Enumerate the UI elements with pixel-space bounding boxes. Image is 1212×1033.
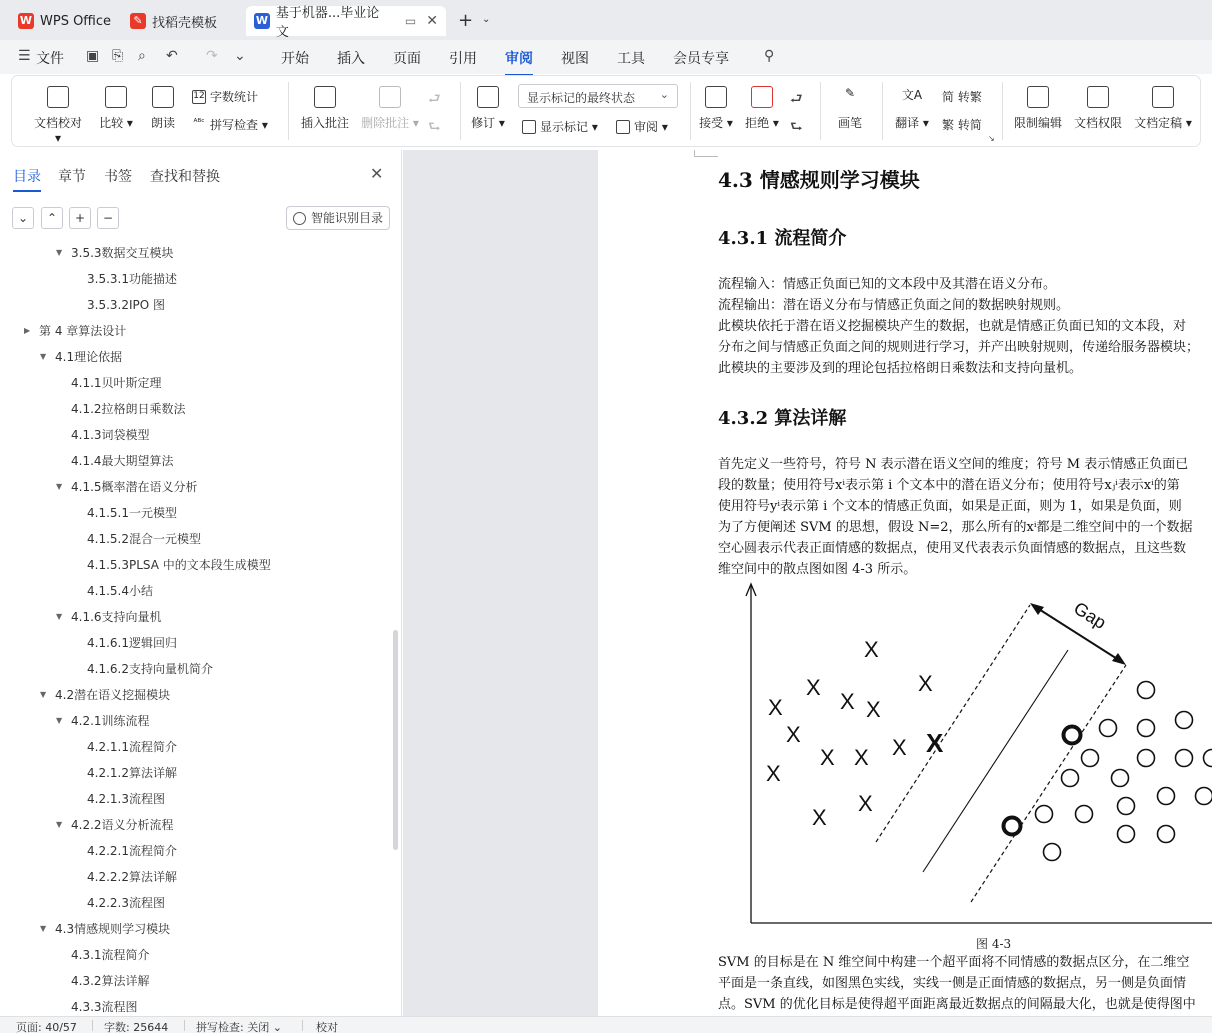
proofread-status[interactable]: 校对 (316, 1021, 338, 1033)
menu-page[interactable]: 页面 (393, 51, 421, 67)
cross-point: X (892, 735, 907, 760)
track-changes-icon (477, 86, 499, 108)
circle-point (1138, 720, 1155, 737)
read-aloud-button[interactable] (148, 86, 178, 131)
circle-point (1076, 806, 1093, 823)
next-change-icon[interactable]: ⮑ (790, 119, 803, 135)
circle-point (1158, 788, 1175, 805)
next-comment-icon[interactable]: ⮑ (428, 119, 441, 135)
delete-comment-button[interactable]: 删除批注 ▾ (360, 86, 420, 131)
doc-check-button[interactable]: 文档校对 ▾ (30, 86, 86, 145)
smart-toc-button[interactable] (286, 206, 390, 230)
redo-icon[interactable]: ↷ (206, 48, 218, 64)
text-line: 流程输入：情感正负面已知的文本段中及其潜在语义分布。 (718, 277, 1057, 292)
toc-item-label: 4.2.2语义分析流程 (71, 818, 174, 832)
toc-item[interactable] (56, 370, 162, 396)
new-tab-icon[interactable]: + (458, 10, 474, 31)
toc-item-label: 4.2.1.1流程简介 (87, 740, 177, 754)
spell-check-button[interactable]: ᴬᴮᶜ 拼写检查 ▾ (193, 117, 268, 132)
toc-item[interactable] (56, 448, 174, 474)
device-icon[interactable]: ▭ (404, 14, 417, 28)
toc-item[interactable] (56, 422, 150, 448)
text-line: 使用符号yⁱ表示第 i 个文本的情感正负面，如果是正面，则为 1，如果是负面，则 (718, 499, 1182, 514)
title-tab-bar (0, 0, 1212, 40)
status-divider (92, 1020, 93, 1031)
cross-point: X (812, 805, 827, 830)
toc-item-label: 4.2.1.3流程图 (87, 792, 165, 806)
menu-review[interactable]: 审阅 (505, 48, 533, 68)
toc-item[interactable] (40, 682, 170, 708)
document-page[interactable] (598, 150, 1212, 1016)
compare-button[interactable]: 比较 ▾ (96, 86, 136, 131)
print-preview-icon[interactable]: ⌕ (138, 48, 146, 64)
expanded-caret-icon[interactable]: ▼ (40, 690, 47, 699)
hamburger-icon[interactable]: ☰ (18, 48, 31, 64)
doc-permission-button[interactable] (1072, 86, 1124, 131)
template-logo-icon: ✎ (130, 13, 146, 29)
cross-point: X (766, 761, 781, 786)
toc-item[interactable] (56, 474, 198, 500)
tab-bookmarks[interactable]: 书签 (104, 169, 132, 185)
circle-point (1176, 750, 1193, 767)
compare-icon (105, 86, 127, 108)
section-heading: 4.3 情感规则学习模块 (718, 168, 920, 192)
spell-check-status[interactable]: 拼写检查: 关闭 ⌄ (196, 1021, 282, 1033)
toc-item[interactable] (56, 604, 162, 630)
toc-item-label: 4.2.2.2算法详解 (87, 870, 177, 884)
toc-item-label: 4.2.1.2算法详解 (87, 766, 177, 780)
finalize-doc-icon (1152, 86, 1174, 108)
ribbon-divider (820, 82, 821, 140)
toc-item-label: 4.3.3流程图 (71, 1000, 138, 1014)
circle-point (1118, 826, 1135, 843)
text-line: SVM 的目标是在 N 维空间中构建一个超平面将不同情感的数据点区分，在二维空 (718, 955, 1190, 970)
toc-item-label: 4.1.4最大期望算法 (71, 454, 174, 468)
tab-templates[interactable] (122, 6, 225, 36)
subsection-heading-432: 4.3.2 算法详解 (718, 408, 847, 429)
toc-item[interactable] (56, 240, 174, 266)
translate-button[interactable]: 文A 翻译 ▾ (895, 88, 929, 130)
read-aloud-icon (152, 86, 174, 108)
menu-member[interactable]: 会员专享 (673, 51, 729, 67)
menu-reference[interactable]: 引用 (449, 51, 477, 67)
show-marks-icon (522, 120, 536, 134)
to-simplified-button[interactable] (942, 116, 982, 133)
menu-view[interactable]: 视图 (561, 51, 589, 67)
reject-icon (751, 86, 773, 108)
doc-permission-label: 文档权限 (1073, 116, 1122, 130)
reject-button[interactable]: 拒绝 ▾ (744, 86, 780, 131)
delete-comment-icon (379, 86, 401, 108)
smart-icon (293, 212, 306, 225)
pen-button[interactable] (834, 86, 866, 131)
toc-item[interactable] (72, 864, 177, 890)
toc-item[interactable] (72, 292, 165, 318)
review-ribbon (12, 76, 1200, 146)
tab-toc[interactable]: 目录 (13, 166, 41, 186)
paragraph-432 (718, 454, 1193, 580)
toc-item[interactable] (72, 786, 165, 812)
search-icon[interactable]: ⚲ (764, 48, 775, 64)
toc-item-label: 4.3情感规则学习模块 (55, 922, 171, 936)
cross-point: X (806, 675, 821, 700)
to-traditional-label: 简 转繁 (942, 90, 982, 104)
save-icon[interactable]: ▣ (86, 48, 100, 64)
toc-item[interactable] (56, 942, 150, 968)
to-simplified-label: 繁 转简 (942, 118, 982, 132)
text-line: 分布之间与情感正负面之间的规则进行学习，并产出映射规则，传递给服务器模块； (718, 340, 1200, 355)
text-line: 空心圆表示代表正面情感的数据点，使用叉代表表示负面情感的数据点，且这些数 (718, 541, 1187, 556)
word-count-icon: 12 (192, 90, 206, 104)
toc-item-label: 4.2.2.1流程简介 (87, 844, 177, 858)
delete-comment-label: 删除批注 (361, 116, 410, 130)
pen-icon: ✎ (844, 86, 856, 100)
menu-home[interactable]: 开始 (281, 51, 309, 67)
toc-item[interactable] (56, 708, 150, 734)
word-count-status[interactable]: 字数: 25644 (104, 1021, 169, 1033)
to-traditional-button[interactable] (942, 88, 982, 105)
review-pane-button[interactable]: 审阅 ▾ (616, 118, 668, 135)
tab-document[interactable] (246, 6, 446, 40)
text-line: 为了方便阐述 SVM 的思想，假设 N=2，那么所有的xⁱ都是二维空间中的一个数据 (718, 520, 1193, 535)
expanded-caret-icon[interactable]: ▼ (56, 248, 63, 257)
text-line: 首先定义一些符号，符号 N 表示潜在语义空间的维度；符号 M 表示情感正负面已 (718, 457, 1189, 472)
prev-comment-icon[interactable]: ⮐ (428, 91, 441, 107)
figure-caption: 图 4-3 (976, 937, 1012, 951)
circle-point (1176, 712, 1193, 729)
track-changes-button[interactable]: 修订 ▾ (470, 86, 506, 131)
support-vector-circle (1064, 727, 1081, 744)
ribbon-divider (1002, 82, 1003, 140)
menu-bar (0, 40, 1212, 74)
cross-point: X (918, 671, 933, 696)
circle-point (1138, 682, 1155, 699)
toc-item[interactable] (72, 552, 271, 578)
hyperplane-line (923, 650, 1068, 872)
expanded-caret-icon[interactable]: ▼ (40, 924, 47, 933)
ribbon-divider (288, 82, 289, 140)
doc-finalize-button[interactable]: 文档定稿 ▾ (1132, 86, 1194, 131)
toc-item[interactable] (72, 838, 177, 864)
toc-item-label: 4.1理论依据 (55, 350, 123, 364)
toc-item-label: 4.3.1流程简介 (71, 948, 150, 962)
prev-change-icon[interactable]: ⮐ (790, 91, 803, 107)
chevron-down-icon[interactable]: ⌄ (234, 48, 246, 64)
navigation-panel (0, 150, 402, 1016)
toc-item-label: 4.2潜在语义挖掘模块 (55, 688, 171, 702)
cross-point: X (768, 695, 783, 720)
reject-label: 拒绝 (745, 116, 770, 130)
permission-doc-icon (1087, 86, 1109, 108)
track-changes-label: 修订 (471, 116, 496, 130)
status-divider (184, 1020, 185, 1031)
status-divider (302, 1020, 303, 1031)
markup-display-select[interactable] (518, 84, 678, 108)
circle-point (1044, 844, 1061, 861)
doc-check-label: 文档校对 (33, 116, 82, 130)
toc-item-label: 3.5.3.1功能描述 (87, 272, 177, 286)
insert-comment-button[interactable] (300, 86, 350, 131)
tab-label: 找稻壳模板 (152, 15, 218, 31)
circle-point (1138, 750, 1155, 767)
toc-item[interactable] (72, 656, 213, 682)
expanded-caret-icon[interactable]: ▼ (56, 820, 63, 829)
toc-item[interactable] (72, 760, 177, 786)
cross-point: X (840, 689, 855, 714)
toc-item-label: 4.1.6支持向量机 (71, 610, 162, 624)
support-vector-circle (1004, 818, 1021, 835)
insert-comment-label: 插入批注 (300, 116, 349, 130)
toc-item[interactable] (56, 968, 150, 994)
accept-label: 接受 (699, 116, 724, 130)
cross-point: X (786, 722, 801, 747)
cross-point: X (864, 637, 879, 662)
circle-point (1036, 806, 1053, 823)
tab-label: WPS Office (40, 13, 112, 29)
doc-check-icon (47, 86, 69, 108)
toc-item-label: 4.2.1训练流程 (71, 714, 150, 728)
accept-icon (705, 86, 727, 108)
gap-arrowhead-end (1112, 653, 1126, 665)
add-heading-icon[interactable]: + (69, 207, 91, 229)
expanded-caret-icon[interactable]: ▼ (40, 352, 47, 361)
ribbon-divider (882, 82, 883, 140)
toc-item-label: 4.1.5.2混合一元模型 (87, 532, 201, 546)
toc-item-label: 第 4 章算法设计 (39, 324, 127, 338)
cross-point: X (854, 745, 869, 770)
text-line: 流程输出：潜在语义分布与情感正负面之间的数据映射规则。 (718, 298, 1070, 313)
review-pane-label: 审阅 (634, 120, 659, 134)
cross-point: X (858, 791, 873, 816)
toc-item-label: 4.1.5概率潜在语义分析 (71, 480, 198, 494)
circle-point (1204, 750, 1212, 767)
toc-item[interactable] (72, 526, 201, 552)
comment-icon (314, 86, 336, 108)
toc-item[interactable] (72, 734, 177, 760)
accept-button[interactable]: 接受 ▾ (698, 86, 734, 131)
text-line: 点。SVM 的优化目标是使得超平面距离最近数据点的间隔最大化，也就是使得图中 (718, 997, 1196, 1012)
toc-item-label: 3.5.3.2IPO 图 (87, 298, 166, 312)
toc-item[interactable] (72, 500, 177, 526)
toc-item-label: 4.2.2.3流程图 (87, 896, 165, 910)
gap-arrowhead-start (1030, 603, 1044, 615)
toc-item[interactable] (40, 344, 122, 370)
compare-label: 比较 (99, 116, 124, 130)
toc-item-label: 4.1.2拉格朗日乘数法 (71, 402, 186, 416)
paragraph-after-figure (718, 952, 1196, 1015)
toc-item-label: 4.1.6.2支持向量机简介 (87, 662, 213, 676)
toc-item[interactable] (72, 630, 177, 656)
circle-point (1082, 750, 1099, 767)
pen-label: 画笔 (837, 116, 862, 130)
spell-check-label: 拼写检查 (210, 118, 259, 132)
toc-item-label: 4.1.5.3PLSA 中的文本段生成模型 (87, 558, 271, 572)
svm-figure (738, 580, 1212, 928)
translate-label: 翻译 (895, 116, 920, 130)
expanded-caret-icon[interactable]: ▼ (56, 716, 63, 725)
circle-point (1062, 770, 1079, 787)
close-icon[interactable]: ✕ (426, 13, 438, 29)
expanded-caret-icon[interactable]: ▼ (56, 612, 63, 621)
toc-item[interactable] (72, 266, 177, 292)
expand-dialog-icon[interactable]: ↘ (988, 134, 995, 143)
menu-insert[interactable]: 插入 (337, 51, 365, 67)
paragraph-431 (718, 274, 1199, 379)
tab-wps-office[interactable] (10, 6, 119, 36)
chevron-down-icon: ⌄ (659, 88, 669, 101)
circle-point (1112, 770, 1129, 787)
spell-check-icon: ᴬᴮᶜ (193, 117, 205, 128)
share-icon[interactable]: ⎘ (112, 48, 124, 64)
word-count-button[interactable] (192, 88, 258, 105)
spell-status-label: 拼写检查: 关闭 (196, 1021, 270, 1033)
tab-label: 基于机器...毕业论文 (275, 6, 380, 40)
review-pane-icon (616, 120, 630, 134)
toc-item-label: 3.5.3数据交互模块 (71, 246, 174, 260)
toc-item-label: 4.1.5.4小结 (87, 584, 153, 598)
toc-item-label: 4.1.3词袋模型 (71, 428, 150, 442)
lock-doc-icon (1027, 86, 1049, 108)
text-line: 此模块的主要涉及到的理论包括拉格朗日乘数法和支持向量机。 (718, 361, 1083, 376)
tab-chapters[interactable]: 章节 (58, 169, 86, 185)
page-corner-mark (694, 150, 718, 157)
circle-point (1100, 720, 1117, 737)
expand-up-icon[interactable]: ⌃ (41, 207, 63, 229)
collapsed-caret-icon[interactable]: ▶ (24, 326, 31, 335)
toc-item-label: 4.1.5.1一元模型 (87, 506, 177, 520)
toc-item[interactable] (24, 318, 126, 344)
toc-item[interactable] (40, 916, 170, 942)
circle-point (1196, 788, 1212, 805)
toc-item[interactable] (72, 578, 153, 604)
show-marks-label: 显示标记 (540, 120, 589, 134)
writer-logo-icon: W (255, 14, 268, 27)
status-bar (0, 1016, 1212, 1033)
toc-item-label: 4.3.2算法详解 (71, 974, 150, 988)
toc-item-label: 4.1.1贝叶斯定理 (71, 376, 162, 390)
menu-file[interactable]: 文件 (36, 51, 64, 67)
text-line: 维空间中的散点图如图 4-3 所示。 (718, 562, 917, 577)
undo-icon[interactable]: ↶ (166, 48, 178, 64)
read-aloud-label: 朗读 (150, 116, 175, 130)
toc-item-label: 4.1.6.1逻辑回归 (87, 636, 177, 650)
chevron-down-icon[interactable]: ⌄ (482, 14, 491, 25)
remove-heading-icon[interactable]: − (97, 207, 119, 229)
text-line: 段的数量；使用符号xⁱ表示第 i 个文本中的潜在语义分布；使用符号xⱼⁱ表示xⁱ的第 (718, 478, 1180, 493)
wps-logo-icon: W (19, 14, 33, 27)
markup-display-value: 显示标记的最终状态 (527, 91, 636, 105)
doc-finalize-label: 文档定稿 (1134, 116, 1183, 130)
toc-scrollbar[interactable] (393, 630, 398, 850)
menu-tools[interactable]: 工具 (617, 51, 645, 67)
collapse-all-icon[interactable]: ⌄ (12, 207, 34, 229)
smart-toc-label: 智能识别目录 (311, 211, 384, 225)
ribbon-divider (460, 82, 461, 140)
circle-point (1158, 826, 1175, 843)
lower-margin-line (971, 665, 1126, 902)
translate-icon: 文A (901, 88, 923, 102)
toc-item[interactable] (56, 812, 174, 838)
negative-points (766, 637, 944, 830)
restrict-edit-label: 限制编辑 (1013, 116, 1062, 130)
show-marks-button[interactable]: 显示标记 ▾ (522, 118, 598, 135)
text-line: 此模块依托于潜在语义挖掘模块产生的数据，也就是情感正负面已知的文本段，对 (718, 319, 1187, 334)
positive-points (1004, 682, 1212, 861)
cross-point: X (820, 745, 835, 770)
toc-item[interactable] (72, 890, 165, 916)
support-vector-cross: X (926, 728, 944, 758)
gap-label: Gap (1070, 597, 1110, 633)
upper-margin-line (876, 605, 1030, 842)
ribbon-divider (690, 82, 691, 140)
cross-point: X (866, 697, 881, 722)
close-icon[interactable]: ✕ (370, 164, 384, 183)
circle-point (1118, 798, 1135, 815)
subsection-heading-431: 4.3.1 流程简介 (718, 228, 847, 249)
expanded-caret-icon[interactable]: ▼ (56, 482, 63, 491)
word-count-label: 字数统计 (210, 90, 259, 104)
page-indicator[interactable]: 页面: 40/57 (16, 1021, 77, 1033)
text-line: 平面是一条直线，如图黑色实线，实线一侧是正面情感的数据点，另一侧是负面情 (718, 976, 1187, 991)
tab-find-replace[interactable]: 查找和替换 (150, 169, 220, 185)
toc-item[interactable] (56, 396, 186, 422)
restrict-edit-button[interactable] (1012, 86, 1064, 131)
